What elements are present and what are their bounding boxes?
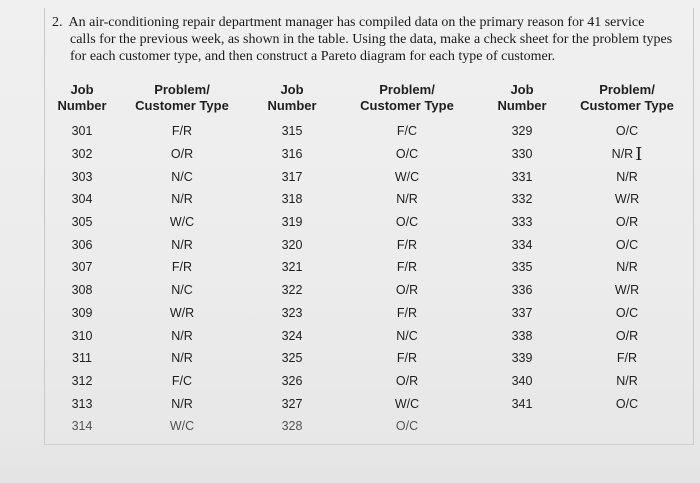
- column-header-line: Problem/: [599, 82, 655, 97]
- problem-type-cell: F/R: [171, 124, 193, 139]
- problem-type-cell: W/R: [614, 192, 640, 207]
- bottom-shadow: [0, 443, 700, 483]
- problem-type-cell: W/C: [394, 396, 420, 411]
- problem-type-cell: F/R: [171, 260, 193, 275]
- problem-type-cell: W/C: [394, 169, 420, 184]
- job-number-cell: 309: [71, 305, 93, 320]
- table-row: [52, 415, 692, 438]
- problem-type-cell: [562, 415, 692, 438]
- column-header-line: Customer Type: [580, 98, 674, 113]
- table-row: [52, 165, 692, 188]
- column-header-line: Customer Type: [135, 98, 229, 113]
- job-number-cell: 341: [511, 396, 533, 411]
- problem-type-cell: N/R: [171, 192, 193, 207]
- job-number-cell: 315: [281, 124, 303, 139]
- problem-type-cell: N/R: [171, 328, 193, 343]
- problem-type-cell: W/C: [169, 419, 195, 434]
- job-number-cell: 339: [511, 351, 533, 366]
- job-number-cell: 322: [281, 283, 303, 298]
- problem-type-cell: N/R: [616, 169, 638, 184]
- problem-type-cell: N/C: [171, 283, 193, 298]
- job-number-cell: 306: [71, 237, 93, 252]
- job-number-cell: 338: [511, 328, 533, 343]
- problem-type-cell: O/R: [615, 328, 639, 343]
- job-number-cell: 307: [71, 260, 93, 275]
- problem-type-cell: F/C: [171, 373, 193, 388]
- job-number-cell: 328: [281, 419, 303, 434]
- job-number-cell: 340: [511, 373, 533, 388]
- column-header-line: Number: [57, 98, 107, 113]
- table-row: [52, 324, 692, 347]
- column-header: [112, 82, 252, 120]
- problem-type-cell: W/C: [169, 215, 195, 230]
- problem-type-cell: O/C: [615, 124, 639, 139]
- job-number-cell: 303: [71, 169, 93, 184]
- column-header: [482, 82, 562, 120]
- column-header: [252, 82, 332, 120]
- problem-type-cell: O/R: [615, 215, 639, 230]
- problem-type-cell: F/R: [396, 237, 418, 252]
- column-header-line: Customer Type: [360, 98, 454, 113]
- text-cursor-icon: I: [635, 143, 643, 165]
- job-number-cell: 332: [511, 192, 533, 207]
- column-header: [52, 82, 112, 120]
- job-number-cell: 312: [71, 373, 93, 388]
- problem-type-cell: N/R: [171, 396, 193, 411]
- problem-type-cell: F/C: [396, 124, 418, 139]
- problem-type-cell: N/R: [171, 237, 193, 252]
- job-number-cell: 336: [511, 283, 533, 298]
- question-number: 2.: [52, 15, 63, 30]
- problem-type-cell: O/R: [395, 373, 419, 388]
- job-number-cell: 308: [71, 283, 93, 298]
- problem-type-cell: N/R I: [611, 143, 643, 165]
- column-header: [562, 82, 692, 120]
- job-number-cell: 329: [511, 124, 533, 139]
- problem-type-cell: N/R: [616, 260, 638, 275]
- problem-type-cell: O/C: [615, 237, 639, 252]
- job-number-cell: 304: [71, 192, 93, 207]
- job-number-cell: 317: [281, 169, 303, 184]
- job-number-cell: 327: [281, 396, 303, 411]
- job-number-cell: 311: [72, 351, 92, 366]
- job-number-cell: 316: [281, 147, 303, 162]
- column-header-line: Problem/: [154, 82, 210, 97]
- problem-type-cell: O/C: [615, 396, 639, 411]
- table-row: [52, 302, 692, 325]
- problem-type-cell: F/R: [616, 351, 638, 366]
- table-row: [52, 347, 692, 370]
- job-number-cell: 326: [281, 373, 303, 388]
- job-number-cell: 325: [281, 351, 303, 366]
- problem-type-cell: W/R: [614, 283, 640, 298]
- job-number-cell: 334: [511, 237, 533, 252]
- problem-type-cell: N/R: [171, 351, 193, 366]
- question-text: [52, 14, 688, 65]
- problem-type-cell: W/R: [169, 305, 195, 320]
- job-number-cell: 314: [71, 419, 93, 434]
- job-number-cell: 320: [281, 237, 303, 252]
- problem-type-cell: N/R: [616, 373, 638, 388]
- problem-type-cell: O/C: [395, 419, 419, 434]
- problem-type-cell: O/R: [170, 147, 194, 162]
- job-number-cell: 324: [281, 328, 303, 343]
- table-row: [52, 120, 692, 143]
- table-body: [52, 120, 692, 438]
- problem-type-cell: F/R: [396, 260, 418, 275]
- problem-type-cell: F/R: [396, 351, 418, 366]
- table-row: [52, 279, 692, 302]
- job-number-cell: 319: [281, 215, 303, 230]
- table-row: [52, 256, 692, 279]
- question-line-2: calls for the previous week, as shown in the table. Using the data, make a check sheet for the problem types: [70, 32, 673, 47]
- problem-type-cell: N/C: [396, 328, 418, 343]
- job-number-cell: 333: [511, 215, 533, 230]
- problem-type-cell: N/R: [396, 192, 418, 207]
- job-number-cell: 313: [71, 396, 93, 411]
- job-number-cell: 302: [71, 147, 93, 162]
- problem-type-cell: F/R: [396, 305, 418, 320]
- problem-type-cell: O/C: [615, 305, 639, 320]
- job-number-cell: 335: [511, 260, 533, 275]
- job-table: [52, 82, 692, 438]
- problem-type-cell: N/C: [171, 169, 193, 184]
- question-line-1: 2. An air-conditioning repair department manager has compiled data on the primary reason for 41 service: [52, 15, 645, 30]
- job-number-cell: 330: [511, 147, 533, 162]
- job-number-cell: 305: [71, 215, 93, 230]
- job-number-cell: 301: [71, 124, 93, 139]
- table-row: [52, 143, 692, 166]
- problem-type-cell: O/R: [395, 283, 419, 298]
- column-header-line: Number: [497, 98, 547, 113]
- table-row: [52, 188, 692, 211]
- column-header: [332, 82, 482, 120]
- problem-type-cell: O/C: [395, 215, 419, 230]
- table-row: [52, 392, 692, 415]
- job-number-cell: [482, 415, 562, 438]
- column-header-line: Job: [280, 82, 304, 97]
- column-header-line: Job: [510, 82, 534, 97]
- problem-type-cell: O/C: [395, 147, 419, 162]
- table-header-row: [52, 82, 692, 120]
- job-number-cell: 310: [71, 328, 93, 343]
- job-number-cell: 321: [281, 260, 303, 275]
- table-row: [52, 211, 692, 234]
- job-number-cell: 331: [511, 169, 533, 184]
- question-line-3: for each customer type, and then construct a Pareto diagram for each type of customer.: [70, 49, 556, 64]
- table-row: [52, 233, 692, 256]
- column-header-line: Problem/: [379, 82, 435, 97]
- job-number-cell: 318: [281, 192, 303, 207]
- column-header-line: Job: [70, 82, 94, 97]
- table-row: [52, 370, 692, 393]
- column-header-line: Number: [267, 98, 317, 113]
- job-number-cell: 337: [511, 305, 533, 320]
- job-number-cell: 323: [281, 305, 303, 320]
